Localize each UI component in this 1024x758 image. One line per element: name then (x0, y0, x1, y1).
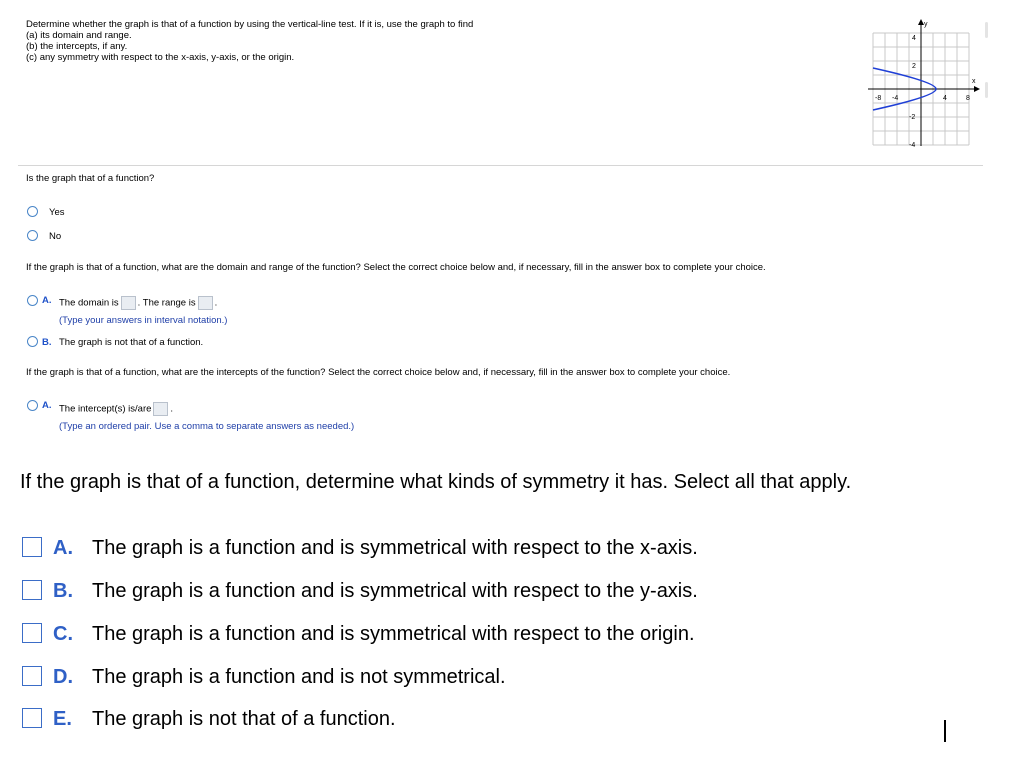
range-end: . (214, 297, 218, 309)
problem-line-4: (c) any symmetry with respect to the x-axis, y-axis, or the origin. (26, 52, 295, 63)
choice-a-letter: A. (42, 295, 52, 306)
question-domain-range: If the graph is that of a function, what are the domain and range of the function? Select the correct choice below and, if necessary, fill in the answer box to complete your choice. (26, 262, 766, 273)
y-tick-label: 2 (912, 63, 916, 70)
problem-line-2: (a) its domain and range. (26, 30, 132, 41)
problem-line-1: Determine whether the graph is that of a function by using the vertical-line test. If it is, use the graph to find (26, 19, 474, 30)
option-no-label: No (49, 231, 62, 242)
x-tick-label: -8 (875, 95, 882, 102)
choice-b-letter: B. (42, 337, 52, 348)
symmetry-a-letter: A. (53, 537, 73, 559)
option-yes-label: Yes (49, 207, 65, 218)
problem-statement (26, 19, 473, 63)
scroll-handle[interactable] (985, 22, 988, 38)
symmetry-b-text: The graph is a function and is symmetrical with respect to the y-axis. (92, 580, 698, 602)
question-symmetry: If the graph is that of a function, determine what kinds of symmetry it has. Select all that apply. (20, 471, 852, 493)
y-tick-label: -4 (909, 142, 916, 148)
checkbox-symmetry-d[interactable] (22, 666, 42, 686)
y-axis-label: y (924, 21, 928, 28)
symmetry-e-text: The graph is not that of a function. (92, 708, 396, 730)
radio-yes[interactable] (27, 206, 38, 217)
checkbox-symmetry-a[interactable] (22, 537, 42, 557)
checkbox-symmetry-c[interactable] (22, 623, 42, 643)
y-tick-label: -2 (909, 114, 916, 121)
radio-domain-a[interactable] (27, 295, 38, 306)
intercept-answer-box[interactable] (153, 402, 168, 416)
domain-label: The domain is (59, 297, 119, 309)
section-divider (18, 165, 983, 166)
x-tick-label: 8 (966, 95, 970, 102)
radio-no[interactable] (27, 230, 38, 241)
x-axis-label: x (972, 78, 976, 85)
symmetry-c-text: The graph is a function and is symmetrical with respect to the origin. (92, 623, 695, 645)
ordered-pair-hint: (Type an ordered pair. Use a comma to separate answers as needed.) (59, 421, 355, 432)
symmetry-d-text: The graph is a function and is not symmetrical. (92, 666, 506, 688)
range-label: . The range is (137, 297, 196, 309)
x-tick-label: -4 (892, 95, 899, 102)
intercept-label: The intercept(s) is/are (59, 403, 152, 415)
domain-range-choice (59, 296, 217, 310)
range-answer-box[interactable] (198, 296, 213, 310)
domain-answer-box[interactable] (121, 296, 136, 310)
choice-a-letter: A. (42, 400, 52, 411)
x-axis-arrow (974, 86, 980, 92)
symmetry-b-letter: B. (53, 580, 73, 602)
text-cursor (944, 720, 946, 742)
symmetry-a-text: The graph is a function and is symmetrical with respect to the x-axis. (92, 537, 698, 559)
x-tick-label: 4 (943, 95, 947, 102)
question-intercepts: If the graph is that of a function, what are the intercepts of the function? Select the correct choice below and, if necessary, fill in the answer box to complete your choice. (26, 367, 731, 378)
radio-domain-b[interactable] (27, 336, 38, 347)
not-function-label: The graph is not that of a function. (59, 337, 204, 348)
intercept-choice (59, 402, 173, 416)
y-tick-label: 4 (912, 35, 916, 42)
checkbox-symmetry-b[interactable] (22, 580, 42, 600)
problem-line-3: (b) the intercepts, if any. (26, 41, 128, 52)
symmetry-e-letter: E. (53, 708, 72, 730)
symmetry-c-letter: C. (53, 623, 73, 645)
interval-hint: (Type your answers in interval notation.) (59, 315, 228, 326)
function-graph[interactable] (866, 16, 982, 148)
radio-intercept-a[interactable] (27, 400, 38, 411)
scroll-handle[interactable] (985, 82, 988, 98)
checkbox-symmetry-e[interactable] (22, 708, 42, 728)
symmetry-d-letter: D. (53, 666, 73, 688)
intercept-end: . (170, 403, 174, 415)
question-function: Is the graph that of a function? (26, 173, 155, 184)
